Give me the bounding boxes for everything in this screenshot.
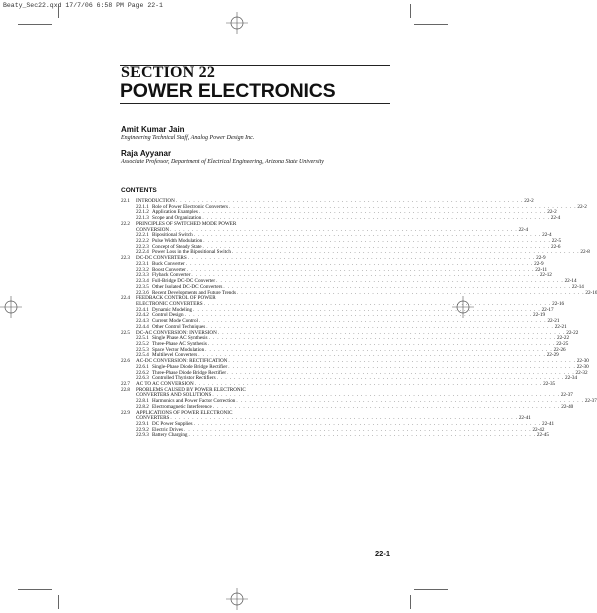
registration-mark-left-icon [0, 296, 22, 318]
toc-leader-dots: . . . . . . . . . . . . . . . . . . . . . . . . . . . . . . . . . . . . . . . . . . . . . . . . . . . . . . . . . . . . . . . . . . . . . . . . . . . . . . . . [207, 340, 556, 347]
toc-leader-dots: . . . . . . . . . . . . . . . . . . . . . . . . . . . . . . . . . . . . . . . . . . . . . . . . . . . . . . . . . . . . . . . . . . . . . . . . . . . . . . . . [203, 238, 551, 245]
registration-mark-bottom-icon [226, 588, 248, 610]
toc-leader-dots: . . . . . . . . . . . . . . . . . . . . . . . . . . . . . . . . . . . . . . . . . . . . . . . . . . . . . . . . . . . . . . . . . . . . . . . . . . . . . . . . [231, 249, 580, 256]
toc-entry-title: Electric Drives [152, 426, 183, 433]
toc-entry-page: 22-22 [557, 335, 570, 342]
toc-entry-number: 22.5.3 [136, 346, 149, 353]
toc-entry-number: 22.1.3 [136, 215, 149, 222]
toc-leader-dots: . . . . . . . . . . . . . . . . . . . . . . . . . . . . . . . . . . . . . . . . . . . . . . . . . . . . . . . . . . . . . . . . . . . . . . . . . . . . . . . . [198, 352, 546, 359]
toc-entry-number: 22.1 [121, 198, 130, 204]
toc-leader-dots: . . . . . . . . . . . . . . . . . . . . . . . . . . . . . . . . . . . . . . . . . . . . . . . . . . . . . . . . . . . . . . . . . . . . . . . . . . . . . . . . [212, 403, 561, 410]
toc-leader-dots: . . . . . . . . . . . . . . . . . . . . . . . . . . . . . . . . . . . . . . . . . . . . . . . . . . . . . . . . . . . . . . . . . . . . . . . . . . . . . . . . [236, 289, 585, 296]
toc-entry-page: 22-41 [542, 421, 555, 428]
toc-entry-title: Single-Phase Diode Bridge Rectifier [152, 363, 228, 370]
toc-leader-dots: . . . . . . . . . . . . . . . . . . . . . . . . . . . . . . . . . . . . . . . . . . . . . . . . . . . . . . . . . . . . . . . . . . . . . . . . . . . . . . . . [202, 243, 550, 250]
toc-entry-title: Bipositional Switch [152, 232, 193, 239]
author-name: Raja Ayyanar [121, 149, 172, 158]
contents-heading: CONTENTS [121, 187, 157, 194]
toc-entry-number: 22.3.2 [136, 266, 149, 273]
toc-entry-title: Recent Developments and Future Trends [152, 289, 236, 296]
toc-entry-number: 22.4.1 [136, 306, 149, 313]
toc-entry-title: CONVERTERS AND SOLUTIONS [136, 392, 212, 399]
toc-entry-page: 22-14 [564, 278, 577, 285]
toc-entry-page: 22-2 [577, 203, 587, 210]
toc-entry-number: 22.5.2 [136, 340, 149, 347]
toc-entry-page: 22-22 [566, 329, 579, 336]
toc-entry-title: DC-DC CONVERTERS [136, 255, 187, 262]
toc-entry-title: CONVERTERS [136, 415, 170, 422]
toc-entry-title: DC-AC CONVERSION: INVERSION [136, 329, 217, 336]
section-label: SECTION 22 [121, 64, 216, 81]
toc-entry-page: 22-30 [576, 363, 589, 370]
toc-entry-title: Full-Bridge DC-DC Converter [152, 278, 216, 285]
toc-entry-title: Multilevel Converters [152, 352, 198, 359]
crop-mark-bottom-left-v [58, 595, 59, 609]
toc-leader-dots: . . . . . . . . . . . . . . . . . . . . . . . . . . . . . . . . . . . . . . . . . . . . . . . . . . . . . . . . . . . . . . . . . . . . . . . . . . . . . . . . [185, 260, 534, 267]
toc-entry-page: 22-4 [550, 215, 561, 222]
toc-entry-page: 22-34 [565, 375, 578, 382]
toc-entry-title: Three-Phase AC Synthesis [152, 340, 207, 347]
page-number: 22-1 [375, 549, 391, 558]
toc-entry-title: Application Examples [152, 209, 198, 216]
toc-leader-dots: . . . . . . . . . . . . . . . . . . . . . . . . . . . . . . . . . . . . . . . . . . . . . . . . . . . . . . . . . . . . . . . . . . . . . . . . . . . . . . . . [216, 375, 565, 382]
toc-entry-page: 22-21 [547, 318, 560, 325]
author-name: Amit Kumar Jain [121, 125, 185, 134]
file-slug: Beaty_Sec22.qxd 17/7/06 6:58 PM Page 22-1 [3, 2, 163, 9]
toc-leader-dots: . . . . . . . . . . . . . . . . . . . . . . . . . . . . . . . . . . . . . . . . . . . . . . . . . . . . . . . . . . . . . . . . . . . . . . . . . . . . . . . . [228, 363, 576, 370]
toc-entry-title: Space Vector Modulation [152, 346, 205, 353]
toc-entry-title: Scope and Organization [152, 215, 202, 222]
crop-mark-top-right-h [414, 24, 448, 25]
toc-entry-number: 22.1.2 [136, 209, 149, 216]
toc-entry-page: 22-17 [541, 306, 554, 313]
toc-entry [121, 432, 549, 439]
toc-leader-dots: . . . . . . . . . . . . . . . . . . . . . . . . . . . . . . . . . . . . . . . . . . . . . . . . . . . . . . . . . . . . . . . . . . . . . . . . . . . . . . . . [198, 318, 547, 325]
toc-leader-dots: . . . . . . . . . . . . . . . . . . . . . . . . . . . . . . . . . . . . . . . . . . . . . . . . . . . . . . . . . . . . . . . . . . . . . . . . . . . . . . . . [194, 381, 543, 387]
registration-mark-top-icon [226, 12, 248, 34]
toc-entry-title: Other Isolated DC-DC Converters [152, 283, 223, 290]
toc-entry-number: 22.9.1 [136, 421, 149, 428]
toc-entry-number: 22.2.1 [136, 232, 149, 239]
toc-entry-page: 22-32 [575, 369, 588, 376]
toc-leader-dots: . . . . . . . . . . . . . . . . . . . . . . . . . . . . . . . . . . . . . . . . . . . . . . . . . . . . . . . . . . . . . . . . . . . . . . . . . . . . . . . . [223, 283, 571, 290]
toc-entry-number: 22.3.6 [136, 289, 149, 296]
toc-entry-number: 22.4 [121, 295, 130, 302]
toc-entry-number: 22.4.2 [136, 312, 149, 319]
toc-leader-dots: . . . . . . . . . . . . . . . . . . . . . . . . . . . . . . . . . . . . . . . . . . . . . . . . . . . . . . . . . . . . . . . . . . . . . . . . . . . . . . . . [228, 203, 577, 210]
toc-entry-page: 22-29 [546, 352, 559, 359]
toc-leader-dots: . . . . . . . . . . . . . . . . . . . . . . . . . . . . . . . . . . . . . . . . . . . . . . . . . . . . . . . . . . . . . . . . . . . . . . . . . . . . . . . . [236, 398, 584, 405]
page-title: POWER ELECTRONICS [120, 80, 336, 102]
toc-entry-page: 22-9 [536, 255, 546, 262]
toc-entry-page: 22-2 [524, 198, 534, 204]
toc-entry-title: Other Control Techniques [152, 323, 206, 330]
toc-entry-title: Electromagnetic Interference [152, 403, 212, 410]
toc-entry-title: Dynamic Modeling [152, 306, 193, 313]
toc-entry-page: 22-21 [554, 323, 567, 330]
toc-entry-title: Controlled Thyristor Rectifiers [152, 375, 216, 382]
toc-leader-dots: . . . . . . . . . . . . . . . . . . . . . . . . . . . . . . . . . . . . . . . . . . . . . . . . . . . . . . . . . . . . . . . . . . . . . . . . . . . . . . . . [198, 209, 547, 216]
toc-entry-number: 22.6 [121, 358, 130, 365]
toc-entry-number: 22.3.5 [136, 283, 149, 290]
toc-entry-number: 22.9 [121, 409, 130, 416]
toc-entry-number: 22.2.2 [136, 238, 149, 245]
toc-entry-number: 22.4.4 [136, 323, 149, 330]
toc-entry-title: PROBLEMS CAUSED BY POWER ELECTRONIC [136, 386, 246, 393]
toc-leader-dots: . . . . . . . . . . . . . . . . . . . . . . . . . . . . . . . . . . . . . . . . . . . . . . . . . . . . . . . . . . . . . . . . . . . . . . . . . . . . . . . . [191, 272, 539, 279]
toc-entry-number: 22.1.1 [136, 203, 149, 210]
toc-entry-number: 22.9.2 [136, 426, 149, 433]
toc-entry-number: 22.2.4 [136, 249, 149, 256]
toc-entry-page: 22-25 [556, 340, 569, 347]
toc-leader-dots: . . . . . . . . . . . . . . . . . . . . . . . . . . . . . . . . . . . . . . . . . . . . . . . . . . . . . . . . . . . . . . . . . . . . . . . . . . . . . . . . [193, 306, 541, 313]
author-affiliation: Engineering Technical Staff, Analog Power Design Inc. [121, 135, 255, 141]
author-affiliation: Associate Professor, Department of Electrical Engineering, Arizona State University [121, 159, 324, 165]
toc-entry-title: CONVERSION [136, 226, 170, 233]
toc-entry-number: 22.5.1 [136, 335, 149, 342]
toc-entry-page: 22-9 [534, 260, 544, 267]
toc-entry-page: 22-37 [560, 392, 573, 399]
toc-entry-title: ELECTRONIC CONVERTERS [136, 300, 203, 307]
toc-entry-title: FEEDBACK CONTROL OF POWER [136, 295, 216, 302]
toc-entry-number: 22.9.3 [136, 432, 149, 439]
toc-entry-page: 22-11 [535, 266, 548, 273]
toc-entry-title: AC-DC CONVERSION: RECTIFICATION [136, 358, 228, 365]
toc-entry-page: 22-41 [518, 415, 531, 422]
toc-entry-title: INTRODUCTION [136, 198, 175, 204]
toc-entry-page: 22-16 [552, 300, 565, 307]
toc-leader-dots: . . . . . . . . . . . . . . . . . . . . . . . . . . . . . . . . . . . . . . . . . . . . . . . . . . . . . . . . . . . . . . . . . . . . . . . . . . . . . . . . [188, 432, 536, 439]
toc-entry-number: 22.8.1 [136, 398, 149, 405]
table-of-contents [121, 198, 597, 439]
toc-leader-dots: . . . . . . . . . . . . . . . . . . . . . . . . . . . . . . . . . . . . . . . . . . . . . . . . . . . . . . . . . . . . . . . . . . . . . . . . . . . . . . . . [183, 426, 532, 433]
toc-entry-title: Flyback Converter [152, 272, 191, 279]
toc-entry-page: 22-14 [571, 283, 584, 290]
toc-leader-dots: . . . . . . . . . . . . . . . . . . . . . . . . . . . . . . . . . . . . . . . . . . . . . . . . . . . . . . . . . . . . . . . . . . . . . . . . . . . . . . . . [205, 346, 553, 353]
toc-entry-title: APPLICATIONS OF POWER ELECTRONIC [136, 409, 233, 416]
toc-leader-dots: . . . . . . . . . . . . . . . . . . . . . . . . . . . . . . . . . . . . . . . . . . . . . . . . . . . . . . . . . . . . . . . . . . . . . . . . . . . . . . . . [186, 266, 535, 273]
toc-entry-title: Boost Converter [152, 266, 186, 273]
toc-entry-page: 22-30 [576, 358, 589, 365]
toc-entry-number: 22.5.4 [136, 352, 149, 359]
toc-entry-title: Single Phase AC Synthesis [152, 335, 208, 342]
toc-leader-dots: . . . . . . . . . . . . . . . . . . . . . . . . . . . . . . . . . . . . . . . . . . . . . . . . . . . . . . . . . . . . . . . . . . . . . . . . . . . . . . . . [193, 232, 542, 239]
toc-entry-title: Battery Charging [152, 432, 188, 439]
crop-mark-bottom-right-v [410, 595, 411, 609]
toc-entry-number: 22.3.3 [136, 272, 149, 279]
toc-entry-number: 22.3.4 [136, 278, 149, 285]
toc-leader-dots: . . . . . . . . . . . . . . . . . . . . . . . . . . . . . . . . . . . . . . . . . . . . . . . . . . . . . . . . . . . . . . . . . . . . . . . . . . . . . . . . [187, 255, 536, 262]
toc-entry-page: 22-45 [536, 432, 549, 439]
toc-entry-title: AC TO AC CONVERSION [136, 381, 194, 387]
toc-leader-dots: . . . . . . . . . . . . . . . . . . . . . . . . . . . . . . . . . . . . . . . . . . . . . . . . . . . . . . . . . . . . . . . . . . . . . . . . . . . . . . . . [212, 392, 560, 399]
toc-leader-dots: . . . . . . . . . . . . . . . . . . . . . . . . . . . . . . . . . . . . . . . . . . . . . . . . . . . . . . . . . . . . . . . . . . . . . . . . . . . . . . . . [208, 335, 557, 342]
toc-entry-title: Power Loss in the Bipositional Switch [152, 249, 231, 256]
toc-entry-page: 22-5 [551, 238, 562, 245]
toc-entry-page: 22-40 [561, 403, 574, 410]
toc-entry-number: 22.6.1 [136, 363, 149, 370]
toc-leader-dots: . . . . . . . . . . . . . . . . . . . . . . . . . . . . . . . . . . . . . . . . . . . . . . . . . . . . . . . . . . . . . . . . . . . . . . . . . . . . . . . . [206, 323, 554, 330]
crop-mark-top-right-v [410, 4, 411, 18]
toc-entry-number: 22.3 [121, 255, 130, 262]
toc-entry-page: 22-6 [551, 243, 561, 250]
toc-entry-page: 22-12 [539, 272, 552, 279]
toc-entry-page: 22-35 [543, 381, 556, 387]
toc-entry-page: 22-26 [553, 346, 566, 353]
toc-leader-dots: . . . . . . . . . . . . . . . . . . . . . . . . . . . . . . . . . . . . . . . . . . . . . . . . . . . . . . . . . . . . . . . . . . . . . . . . . . . . . . . . [202, 215, 550, 222]
toc-entry-number: 22.2 [121, 220, 130, 227]
toc-leader-dots: . . . . . . . . . . . . . . . . . . . . . . . . . . . . . . . . . . . . . . . . . . . . . . . . . . . . . . . . . . . . . . . . . . . . . . . . . . . . . . . . [184, 312, 533, 319]
toc-entry-title: PRINCIPLES OF SWITCHED MODE POWER [136, 220, 237, 227]
toc-leader-dots: . . . . . . . . . . . . . . . . . . . . . . . . . . . . . . . . . . . . . . . . . . . . . . . . . . . . . . . . . . . . . . . . . . . . . . . . . . . . . . . . [193, 421, 542, 428]
crop-mark-top-left-h [18, 24, 52, 25]
toc-entry-number: 22.6.3 [136, 375, 149, 382]
toc-entry-number: 22.7 [121, 381, 130, 387]
toc-entry-page: 22-8 [580, 249, 590, 256]
toc-entry-page: 22-16 [585, 289, 597, 296]
toc-entry-title: Current Mode Control [152, 318, 198, 325]
section-rule-bottom [120, 103, 390, 104]
toc-entry-title: Pulse Width Modulation [152, 238, 203, 245]
toc-leader-dots: . . . . . . . . . . . . . . . . . . . . . . . . . . . . . . . . . . . . . . . . . . . . . . . . . . . . . . . . . . . . . . . . . . . . . . . . . . . . . . . . [228, 358, 576, 365]
toc-leader-dots: . . . . . . . . . . . . . . . . . . . . . . . . . . . . . . . . . . . . . . . . . . . . . . . . . . . . . . . . . . . . . . . . . . . . . . . . . . . . . . . . [216, 278, 564, 285]
toc-entry-number: 22.3.1 [136, 260, 149, 267]
toc-entry-title: Concept of Steady State [152, 243, 202, 250]
toc-leader-dots: . . . . . . . . . . . . . . . . . . . . . . . . . . . . . . . . . . . . . . . . . . . . . . . . . . . . . . . . . . . . . . . . . . . . . . . . . . . . . . . . [217, 329, 566, 336]
toc-entry-title: Harmonics and Power Factor Correction [152, 398, 236, 405]
toc-entry-number: 22.6.2 [136, 369, 149, 376]
toc-entry-page: 22-2 [547, 209, 557, 216]
toc-entry-page: 22-4 [542, 232, 552, 239]
toc-entry-title: Three-Phase Diode Bridge Rectifier [152, 369, 227, 376]
toc-entry-number: 22.8.2 [136, 403, 149, 410]
toc-entry-title: Buck Converter [152, 260, 185, 267]
toc-leader-dots: . . . . . . . . . . . . . . . . . . . . . . . . . . . . . . . . . . . . . . . . . . . . . . . . . . . . . . . . . . . . . . . . . . . . . . . . . . . . . . . . [227, 369, 575, 376]
toc-entry-title: Control Design [152, 312, 184, 319]
toc-entry-number: 22.8 [121, 386, 130, 393]
toc-entry-number: 22.5 [121, 329, 130, 336]
crop-mark-bottom-right-h [414, 589, 448, 590]
toc-leader-dots: . . . . . . . . . . . . . . . . . . . . . . . . . . . . . . . . . . . . . . . . . . . . . . . . . . . . . . . . . . . . . . . . . . . . . . . . . . . . . . . . [170, 415, 518, 422]
toc-entry-page: 22-19 [533, 312, 546, 319]
toc-entry-title: Role of Power Electronic Converters [152, 203, 228, 210]
toc-leader-dots: . . . . . . . . . . . . . . . . . . . . . . . . . . . . . . . . . . . . . . . . . . . . . . . . . . . . . . . . . . . . . . . . . . . . . . . . . . . . . . . . [203, 300, 552, 307]
crop-mark-bottom-left-h [18, 589, 52, 590]
toc-leader-dots: . . . . . . . . . . . . . . . . . . . . . . . . . . . . . . . . . . . . . . . . . . . . . . . . . . . . . . . . . . . . . . . . . . . . . . . . . . . . . . . . [175, 198, 524, 204]
toc-entry-page: 22-42 [532, 426, 545, 433]
toc-leader-dots: . . . . . . . . . . . . . . . . . . . . . . . . . . . . . . . . . . . . . . . . . . . . . . . . . . . . . . . . . . . . . . . . . . . . . . . . . . . . . . . . [170, 226, 518, 233]
crop-mark-top-left-v [58, 4, 59, 18]
toc-entry-title: DC Power Supplies [152, 421, 193, 428]
toc-entry-page: 22-37 [584, 398, 597, 405]
toc-entry-number: 22.2.3 [136, 243, 149, 250]
toc-entry-number: 22.4.3 [136, 318, 149, 325]
toc-entry-page: 22-4 [518, 226, 529, 233]
